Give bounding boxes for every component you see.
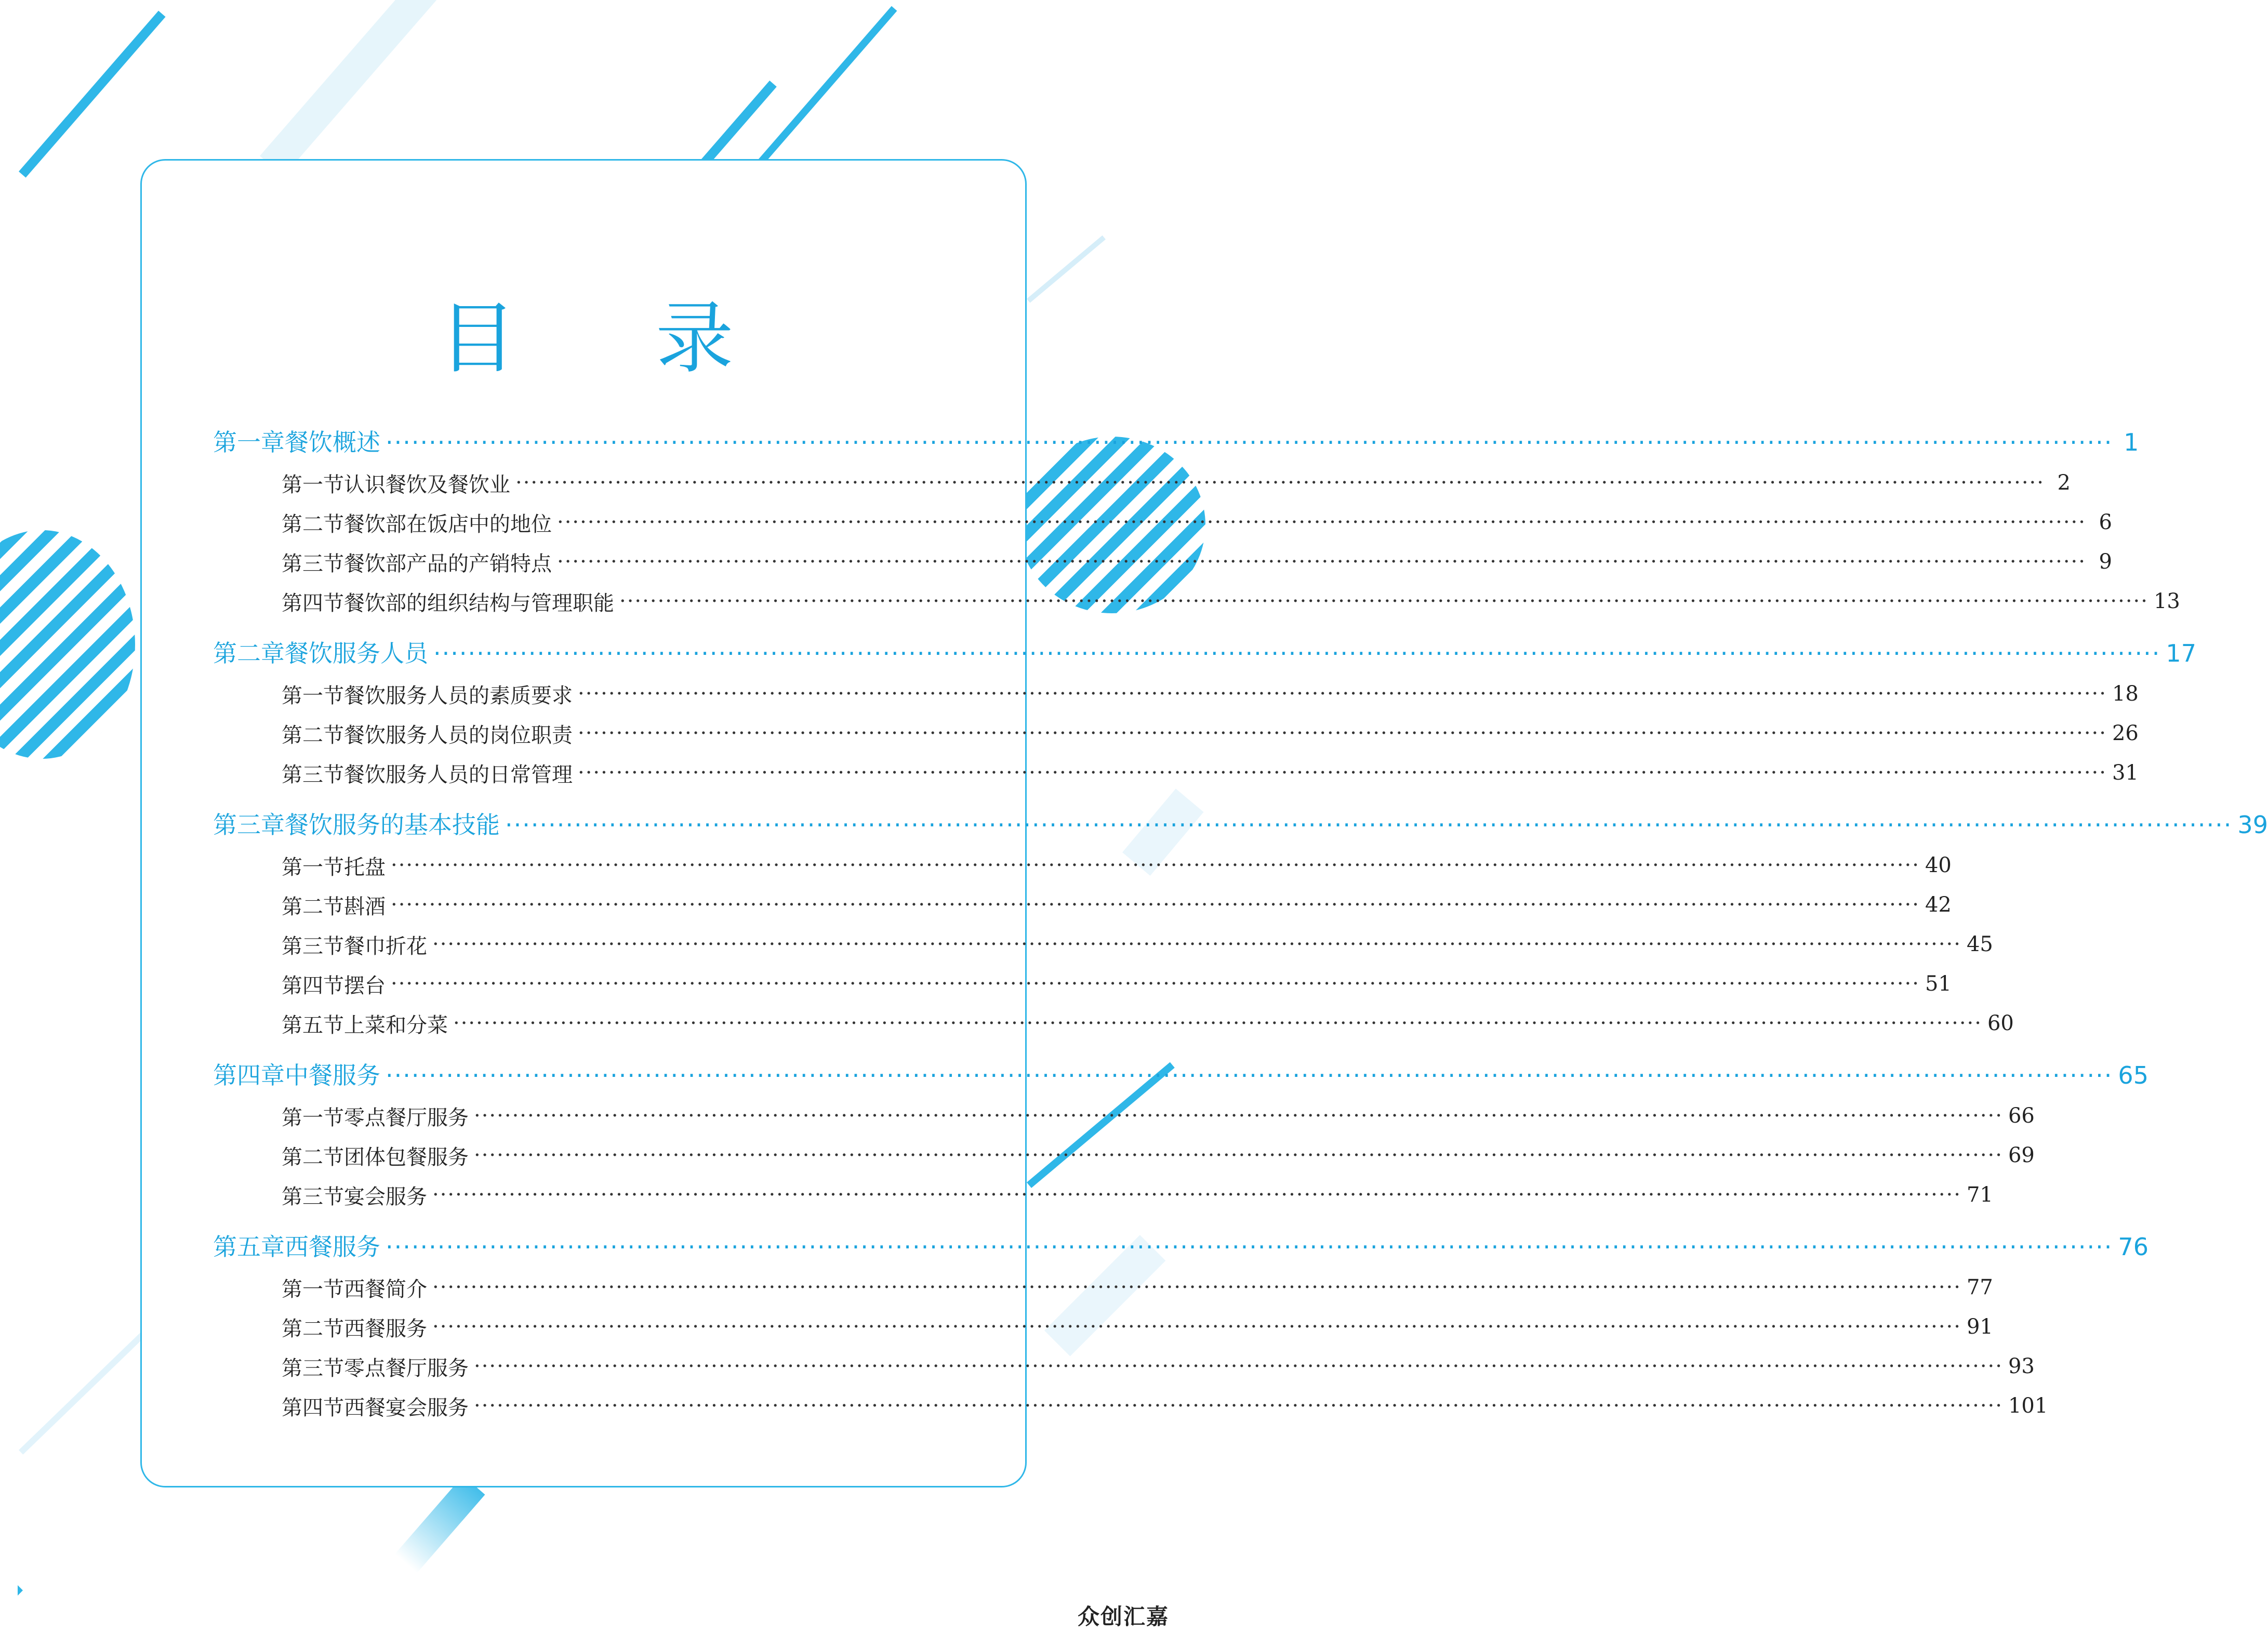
leader-dots: ········································································································································································································ <box>619 589 2148 613</box>
section-page-number: 69 <box>2008 1143 2035 1167</box>
section-page-number: 40 <box>1925 853 1952 877</box>
leader-dots: ········································································································································································································ <box>453 1011 1982 1035</box>
section-title: 上菜和分菜 <box>344 1013 448 1037</box>
toc-section-row[interactable] <box>213 1004 2014 1043</box>
chapter-title: 餐饮服务的基本技能 <box>285 811 500 839</box>
section-page-number: 101 <box>2008 1394 2048 1418</box>
chapter-number: 第二章 <box>213 639 285 667</box>
leader-dots: ········································································································································································································ <box>432 1183 1961 1207</box>
section-number: 第二节 <box>282 894 344 919</box>
toc-section-row[interactable] <box>213 885 1952 925</box>
section-title: 餐饮服务人员的岗位职责 <box>344 723 573 747</box>
section-title: 零点餐厅服务 <box>344 1356 469 1380</box>
section-title: 西餐服务 <box>344 1316 427 1341</box>
section-title: 摆台 <box>344 973 386 998</box>
chapter-number: 第四章 <box>213 1061 285 1089</box>
toc-chapter-row[interactable] <box>213 1057 2148 1089</box>
chapter-number: 第五章 <box>213 1233 285 1261</box>
table-of-contents <box>213 424 2268 1426</box>
toc-section-row[interactable] <box>213 964 1952 1004</box>
chapter-page-number: 39 <box>2237 811 2268 839</box>
toc-section-row[interactable] <box>213 1175 1993 1215</box>
leader-dots: ········································································································································································································ <box>505 811 2233 839</box>
leader-dots: ········································································································································································································ <box>474 1104 2003 1128</box>
decor-stripe <box>395 1476 485 1573</box>
section-number: 第三节 <box>282 1356 344 1380</box>
section-title: 零点餐厅服务 <box>344 1105 469 1130</box>
chapter-page-number: 76 <box>2118 1233 2148 1261</box>
section-number: 第四节 <box>282 591 344 615</box>
section-title: 餐巾折花 <box>344 934 427 958</box>
chapter-number: 第一章 <box>213 428 285 456</box>
toc-section-row[interactable] <box>213 1307 1993 1347</box>
section-number: 第一节 <box>282 1277 344 1301</box>
section-page-number: 6 <box>2099 510 2112 534</box>
section-page-number: 51 <box>1925 972 1952 996</box>
leader-dots: ········································································································································································································ <box>474 1394 2003 1418</box>
chapter-page-number: 65 <box>2118 1061 2148 1089</box>
section-page-number: 93 <box>2008 1354 2035 1378</box>
toc-section-row[interactable] <box>213 674 2139 714</box>
leader-dots: ········································································································································································································ <box>386 1233 2113 1261</box>
page-marker-icon <box>18 1585 23 1596</box>
section-number: 第二节 <box>282 1316 344 1341</box>
section-title: 餐饮部产品的产销特点 <box>344 551 552 576</box>
chapter-page-number: 17 <box>2166 639 2196 667</box>
section-number: 第二节 <box>282 723 344 747</box>
section-page-number: 18 <box>2112 682 2139 706</box>
toc-chapter-row[interactable] <box>213 806 2268 839</box>
section-title: 团体包餐服务 <box>344 1145 469 1169</box>
section-page-number: 60 <box>1987 1011 2014 1035</box>
leader-dots: ········································································································································································································ <box>557 510 2086 534</box>
toc-section-row[interactable] <box>213 714 2139 753</box>
section-title: 西餐宴会服务 <box>344 1395 469 1420</box>
section-page-number: 42 <box>1925 893 1952 917</box>
toc-section-row[interactable] <box>213 846 1952 885</box>
leader-dots: ········································································································································································································ <box>578 721 2107 745</box>
watermark-logo: 众创汇嘉 <box>1077 1604 1169 1629</box>
decor-stripe <box>19 1320 157 1455</box>
leader-dots: ········································································································································································································ <box>474 1354 2003 1378</box>
toc-section-row[interactable] <box>213 925 1993 964</box>
section-page-number: 9 <box>2099 550 2112 574</box>
toc-section-row[interactable] <box>213 582 2180 621</box>
section-page-number: 77 <box>1966 1275 1993 1299</box>
section-title: 西餐简介 <box>344 1277 427 1301</box>
chapter-title: 餐饮服务人员 <box>285 639 428 667</box>
section-number: 第四节 <box>282 1395 344 1420</box>
section-page-number: 66 <box>2008 1104 2035 1128</box>
section-page-number: 31 <box>2112 761 2139 785</box>
section-number: 第一节 <box>282 683 344 708</box>
decor-stripe <box>759 6 897 164</box>
section-number: 第三节 <box>282 762 344 787</box>
section-page-number: 26 <box>2112 721 2139 745</box>
section-page-number: 71 <box>1966 1183 1993 1207</box>
section-number: 第三节 <box>282 551 344 576</box>
section-number: 第四节 <box>282 973 344 998</box>
section-title: 餐饮部的组织结构与管理职能 <box>344 591 614 615</box>
section-page-number: 13 <box>2153 589 2180 613</box>
leader-dots: ········································································································································································································ <box>391 893 1920 917</box>
toc-section-row[interactable] <box>213 1386 2048 1426</box>
section-number: 第二节 <box>282 1145 344 1169</box>
toc-section-row[interactable] <box>213 463 2071 503</box>
chapter-title: 餐饮概述 <box>285 428 380 456</box>
leader-dots: ········································································································································································································ <box>578 761 2107 785</box>
leader-dots: ········································································································································································································ <box>386 1061 2113 1089</box>
leader-dots: ········································································································································································································ <box>386 428 2113 456</box>
section-title: 餐饮服务人员的日常管理 <box>344 762 573 787</box>
leader-dots: ········································································································································································································ <box>391 972 1920 996</box>
toc-chapter-row[interactable] <box>213 1228 2148 1261</box>
section-title: 餐饮部在饭店中的地位 <box>344 512 552 536</box>
decor-stripe <box>260 0 440 176</box>
toc-section-row[interactable] <box>213 753 2139 793</box>
striped-circle-left <box>0 530 135 759</box>
leader-dots: ········································································································································································································ <box>432 932 1961 956</box>
section-title: 认识餐饮及餐饮业 <box>344 472 510 497</box>
section-number: 第五节 <box>282 1013 344 1037</box>
toc-section-row[interactable] <box>213 542 2112 582</box>
leader-dots: ········································································································································································································ <box>515 471 2045 495</box>
decor-stripe <box>19 11 166 178</box>
section-title: 斟酒 <box>344 894 386 919</box>
page-title: 目 录 <box>439 294 791 384</box>
toc-section-row[interactable] <box>213 1347 2035 1386</box>
section-number: 第三节 <box>282 1184 344 1209</box>
leader-dots: ········································································································································································································ <box>432 1315 1961 1339</box>
toc-section-row[interactable] <box>213 1136 2035 1175</box>
section-page-number: 2 <box>2057 471 2071 495</box>
toc-section-row[interactable] <box>213 1096 2035 1136</box>
chapter-number: 第三章 <box>213 811 285 839</box>
section-number: 第三节 <box>282 934 344 958</box>
leader-dots: ········································································································································································································ <box>432 1275 1961 1299</box>
section-title: 宴会服务 <box>344 1184 427 1209</box>
chapter-title: 中餐服务 <box>285 1061 380 1089</box>
chapter-page-number: 1 <box>2124 428 2139 456</box>
section-number: 第二节 <box>282 512 344 536</box>
leader-dots: ········································································································································································································ <box>578 682 2107 706</box>
toc-section-row[interactable] <box>213 503 2112 542</box>
leader-dots: ········································································································································································································ <box>391 853 1920 877</box>
toc-chapter-row[interactable] <box>213 635 2196 667</box>
toc-chapter-row[interactable] <box>213 424 2139 456</box>
section-title: 餐饮服务人员的素质要求 <box>344 683 573 708</box>
section-number: 第一节 <box>282 472 344 497</box>
leader-dots: ········································································································································································································ <box>433 639 2161 667</box>
leader-dots: ········································································································································································································ <box>474 1143 2003 1167</box>
leader-dots: ········································································································································································································ <box>557 550 2086 574</box>
section-number: 第一节 <box>282 855 344 879</box>
section-page-number: 45 <box>1966 932 1993 956</box>
section-number: 第一节 <box>282 1105 344 1130</box>
section-title: 托盘 <box>344 855 386 879</box>
section-page-number: 91 <box>1966 1315 1993 1339</box>
toc-section-row[interactable] <box>213 1268 1993 1307</box>
chapter-title: 西餐服务 <box>285 1233 380 1261</box>
